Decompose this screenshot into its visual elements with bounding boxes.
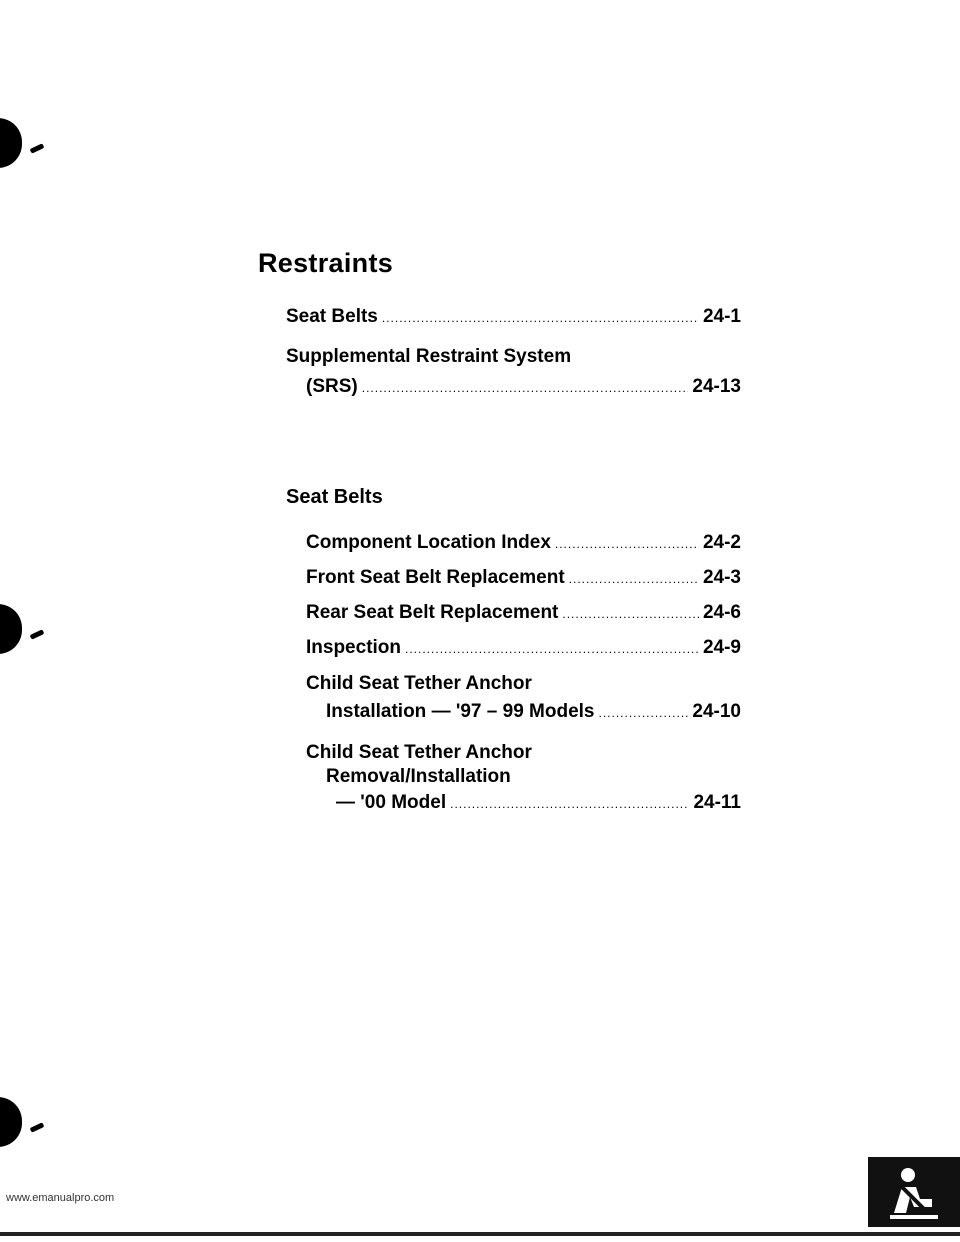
toc-label: — '00 Model [336, 792, 447, 813]
toc-label: Seat Belts [286, 306, 378, 327]
binder-mark [0, 1097, 40, 1147]
leader-dots [362, 376, 689, 400]
seatbelt-person-icon [868, 1157, 960, 1227]
toc-entry-tether-anchor-00[interactable] [306, 741, 741, 816]
page-title: Restraints [258, 248, 394, 278]
toc-page: 24-1 [702, 306, 741, 327]
toc-label: Front Seat Belt Replacement [306, 567, 565, 588]
leader-dots [555, 532, 699, 556]
toc-page: 24-6 [702, 602, 741, 623]
toc-entry-front-seat-belt[interactable] [306, 566, 741, 591]
leader-dots [382, 306, 699, 330]
binder-mark [0, 118, 40, 168]
toc-entry-srs[interactable] [286, 345, 741, 400]
toc-page: 24-11 [693, 792, 741, 813]
toc-label: Supplemental Restraint System [286, 346, 572, 367]
toc-entry-rear-seat-belt[interactable] [306, 601, 741, 626]
toc-label: Removal/Installation [326, 766, 511, 787]
toc-page: 24-2 [702, 532, 741, 553]
toc-label: Component Location Index [306, 532, 551, 553]
toc-label: Installation — '97 – 99 Models [326, 701, 595, 722]
section-heading: Seat Belts [286, 486, 383, 508]
leader-dots [405, 637, 699, 661]
toc-label: Child Seat Tether Anchor [306, 673, 532, 694]
toc-page: 24-10 [692, 701, 741, 722]
leader-dots [569, 567, 699, 591]
toc-entry-seat-belts[interactable] [286, 305, 741, 330]
toc-page: 24-3 [702, 567, 741, 588]
toc-entry-component-location-index[interactable] [306, 531, 741, 556]
toc-label: Rear Seat Belt Replacement [306, 602, 559, 623]
toc-page: 24-13 [692, 376, 741, 397]
leader-dots [599, 701, 689, 725]
bottom-rule [0, 1232, 960, 1236]
toc-label: Child Seat Tether Anchor [306, 742, 532, 763]
toc-label: Inspection [306, 637, 402, 658]
leader-dots [450, 792, 689, 816]
toc-entry-inspection[interactable] [306, 636, 741, 661]
leader-dots [562, 602, 699, 626]
binder-mark [0, 604, 40, 654]
footer-url: www.emanualpro.com [6, 1192, 115, 1204]
toc-entry-tether-anchor-97-99[interactable] [306, 672, 741, 725]
toc-label: (SRS) [306, 376, 358, 397]
toc-page: 24-9 [702, 637, 741, 658]
